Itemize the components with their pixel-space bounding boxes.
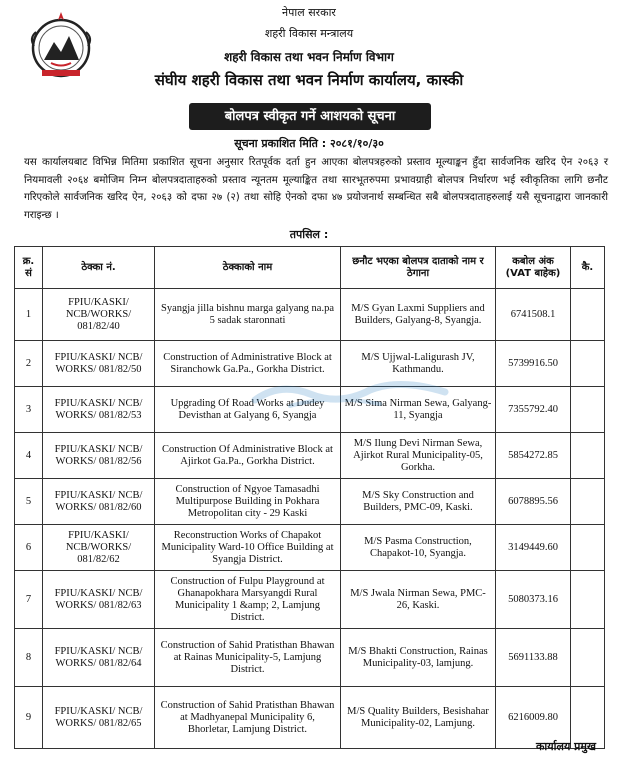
header-bidder: छनौट भएका बोलपत्र दाताको नाम र ठेगाना: [341, 247, 496, 289]
cell-contract-name: Construction of Administrative Block at Siranchowk Ga.Pa., Gorkha District.: [155, 341, 341, 387]
cell-bidder: M/S Gyan Laxmi Suppliers and Builders, Galyang-8, Syangja.: [341, 289, 496, 341]
header-sn: क्र. सं: [15, 247, 43, 289]
cell-sn: 4: [15, 433, 43, 479]
cell-amount: 6078895.56: [496, 479, 571, 525]
cell-contract-no: FPIU/KASKI/ NCB/ WORKS/ 081/82/56: [43, 433, 155, 479]
cell-contract-name: Construction of Fulpu Playground at Ghanapokhara Marsyangdi Rural Municipality 1 &amp; 2, Lamjung District.: [155, 571, 341, 629]
cell-contract-name: Upgrading Of Road Works at Dudey Devisthan at Galyang 6, Syangja: [155, 387, 341, 433]
cell-amount: 6741508.1: [496, 289, 571, 341]
table-row: [15, 629, 605, 687]
header-amount: कबोल अंक (VAT बाहेक): [496, 247, 571, 289]
cell-contract-no: FPIU/KASKI/ NCB/ WORKS/ 081/82/65: [43, 687, 155, 749]
cell-sn: 8: [15, 629, 43, 687]
cell-amount: 5739916.50: [496, 341, 571, 387]
cell-contract-no: FPIU/KASKI/ NCB/ WORKS/ 081/82/64: [43, 629, 155, 687]
cell-bidder: M/S Quality Builders, Besishahar Municipality-02, Lamjung.: [341, 687, 496, 749]
office-chief-signature-label: कार्यालय प्रमुख: [535, 740, 596, 753]
table-row: [15, 525, 605, 571]
header-line-government: नेपाल सरकार: [282, 6, 336, 19]
cell-remarks: [571, 387, 605, 433]
cell-contract-no: FPIU/KASKI/ NCB/ WORKS/ 081/82/53: [43, 387, 155, 433]
cell-bidder: M/S Sima Nirman Sewa, Galyang-11, Syangja: [341, 387, 496, 433]
header-line-ministry: शहरी विकास मन्त्रालय: [264, 27, 354, 40]
table-row: [15, 687, 605, 749]
cell-contract-name: Construction of Sahid Pratisthan Bhawan at Madhyanepal Municipality 6, Bhorletar, Lamjung District.: [155, 687, 341, 749]
header-remarks: कै.: [571, 247, 605, 289]
cell-remarks: [571, 289, 605, 341]
cell-remarks: [571, 629, 605, 687]
watermark-logo: [250, 380, 450, 410]
cell-bidder: M/S Ujjwal-Laligurash JV, Kathmandu.: [341, 341, 496, 387]
cell-sn: 9: [15, 687, 43, 749]
table-row: [15, 479, 605, 525]
cell-contract-name: Construction of Ngyoe Tamasadhi Multipurpose Building in Pokhara Metropolitan city - 29 Kaski: [155, 479, 341, 525]
cell-sn: 3: [15, 387, 43, 433]
cell-bidder: M/S Sky Construction and Builders, PMC-09, Kaski.: [341, 479, 496, 525]
cell-remarks: [571, 571, 605, 629]
cell-bidder: M/S Jwala Nirman Sewa, PMC-26, Kaski.: [341, 571, 496, 629]
notice-title: बोलपत्र स्वीकृत गर्ने आशयको सूचना: [189, 103, 431, 130]
intro-paragraph: यस कार्यालयबाट विभिन्न मितिमा प्रकाशित सूचना अनुसार रितपूर्वक दर्ता हुन आएका बोलपत्रहरुको प्रस्ताव मूल्याङ्कन हुँदा सार्वजनिक खरिद ऐन २०६३ र नियमावली २०६४ बमोजिम निम्न बोलपत्रदाताहरुको प्रस्ताव न्यूनतम मूल्याङ्कित तथा सारभूतरुपमा प्रभावग्राही बोलपत्र निर्धारण भई स्वीकृतिका लागि छनौट गरिएकोले सार्वजनिक खरिद ऐन, २०६३ को दफा २७ (२) तथा सोहि ऐनको दफा ४७ प्रयोजनार्थ सम्बन्धित सबै बोलपत्रदाताहरुलाई यसै सूचनाद्वारा जानकारी गराइन्छ ।: [24, 157, 608, 221]
cell-sn: 2: [15, 341, 43, 387]
header-line-office: संघीय शहरी विकास तथा भवन निर्माण कार्यालय, कास्की: [154, 71, 464, 89]
cell-bidder: M/S Pasma Construction, Chapakot-10, Syangja.: [341, 525, 496, 571]
cell-sn: 6: [15, 525, 43, 571]
cell-amount: 5854272.85: [496, 433, 571, 479]
cell-remarks: [571, 479, 605, 525]
cell-sn: 5: [15, 479, 43, 525]
cell-amount: 3149449.60: [496, 525, 571, 571]
cell-contract-no: FPIU/KASKI/ NCB/ WORKS/ 081/82/50: [43, 341, 155, 387]
cell-amount: 5080373.16: [496, 571, 571, 629]
table-row: [15, 571, 605, 629]
cell-sn: 1: [15, 289, 43, 341]
bid-acceptance-table: [14, 246, 605, 749]
details-label: तपसिल :: [289, 228, 329, 241]
header-line-department: शहरी विकास तथा भवन निर्माण विभाग: [224, 50, 394, 64]
table-row: [15, 433, 605, 479]
header-contract-name: ठेक्काको नाम: [155, 247, 341, 289]
cell-contract-name: Construction Of Administrative Block at Ajirkot Ga.Pa., Gorkha District.: [155, 433, 341, 479]
table-header-row: [15, 247, 605, 289]
cell-amount: 6216009.80: [496, 687, 571, 749]
cell-contract-name: Reconstruction Works of Chapakot Municipality Ward-10 Office Building at Syangja District.: [155, 525, 341, 571]
cell-remarks: [571, 525, 605, 571]
cell-remarks: [571, 433, 605, 479]
cell-remarks: [571, 341, 605, 387]
cell-contract-name: Construction of Sahid Pratisthan Bhawan at Rainas Municipality-5, Lamjung District.: [155, 629, 341, 687]
cell-contract-no: FPIU/KASKI/ NCB/ WORKS/ 081/82/60: [43, 479, 155, 525]
cell-contract-no: FPIU/KASKI/ NCB/ WORKS/ 081/82/63: [43, 571, 155, 629]
publish-date: सूचना प्रकाशित मिति : २०८१/१०/३०: [234, 137, 384, 150]
cell-bidder: M/S Bhakti Construction, Rainas Municipality-03, lamjung.: [341, 629, 496, 687]
cell-bidder: M/S Ilung Devi Nirman Sewa, Ajirkot Rural Municipality-05, Gorkha.: [341, 433, 496, 479]
cell-contract-name: Syangja jilla bishnu marga galyang na.pa 5 sadak staronnati: [155, 289, 341, 341]
cell-sn: 7: [15, 571, 43, 629]
cell-amount: 5691133.88: [496, 629, 571, 687]
cell-amount: 7355792.40: [496, 387, 571, 433]
letterhead: [0, 0, 618, 100]
table-row: [15, 289, 605, 341]
cell-contract-no: FPIU/KASKI/ NCB/WORKS/ 081/82/62: [43, 525, 155, 571]
header-contract-no: ठेक्का नं.: [43, 247, 155, 289]
cell-contract-no: FPIU/KASKI/ NCB/WORKS/ 081/82/40: [43, 289, 155, 341]
